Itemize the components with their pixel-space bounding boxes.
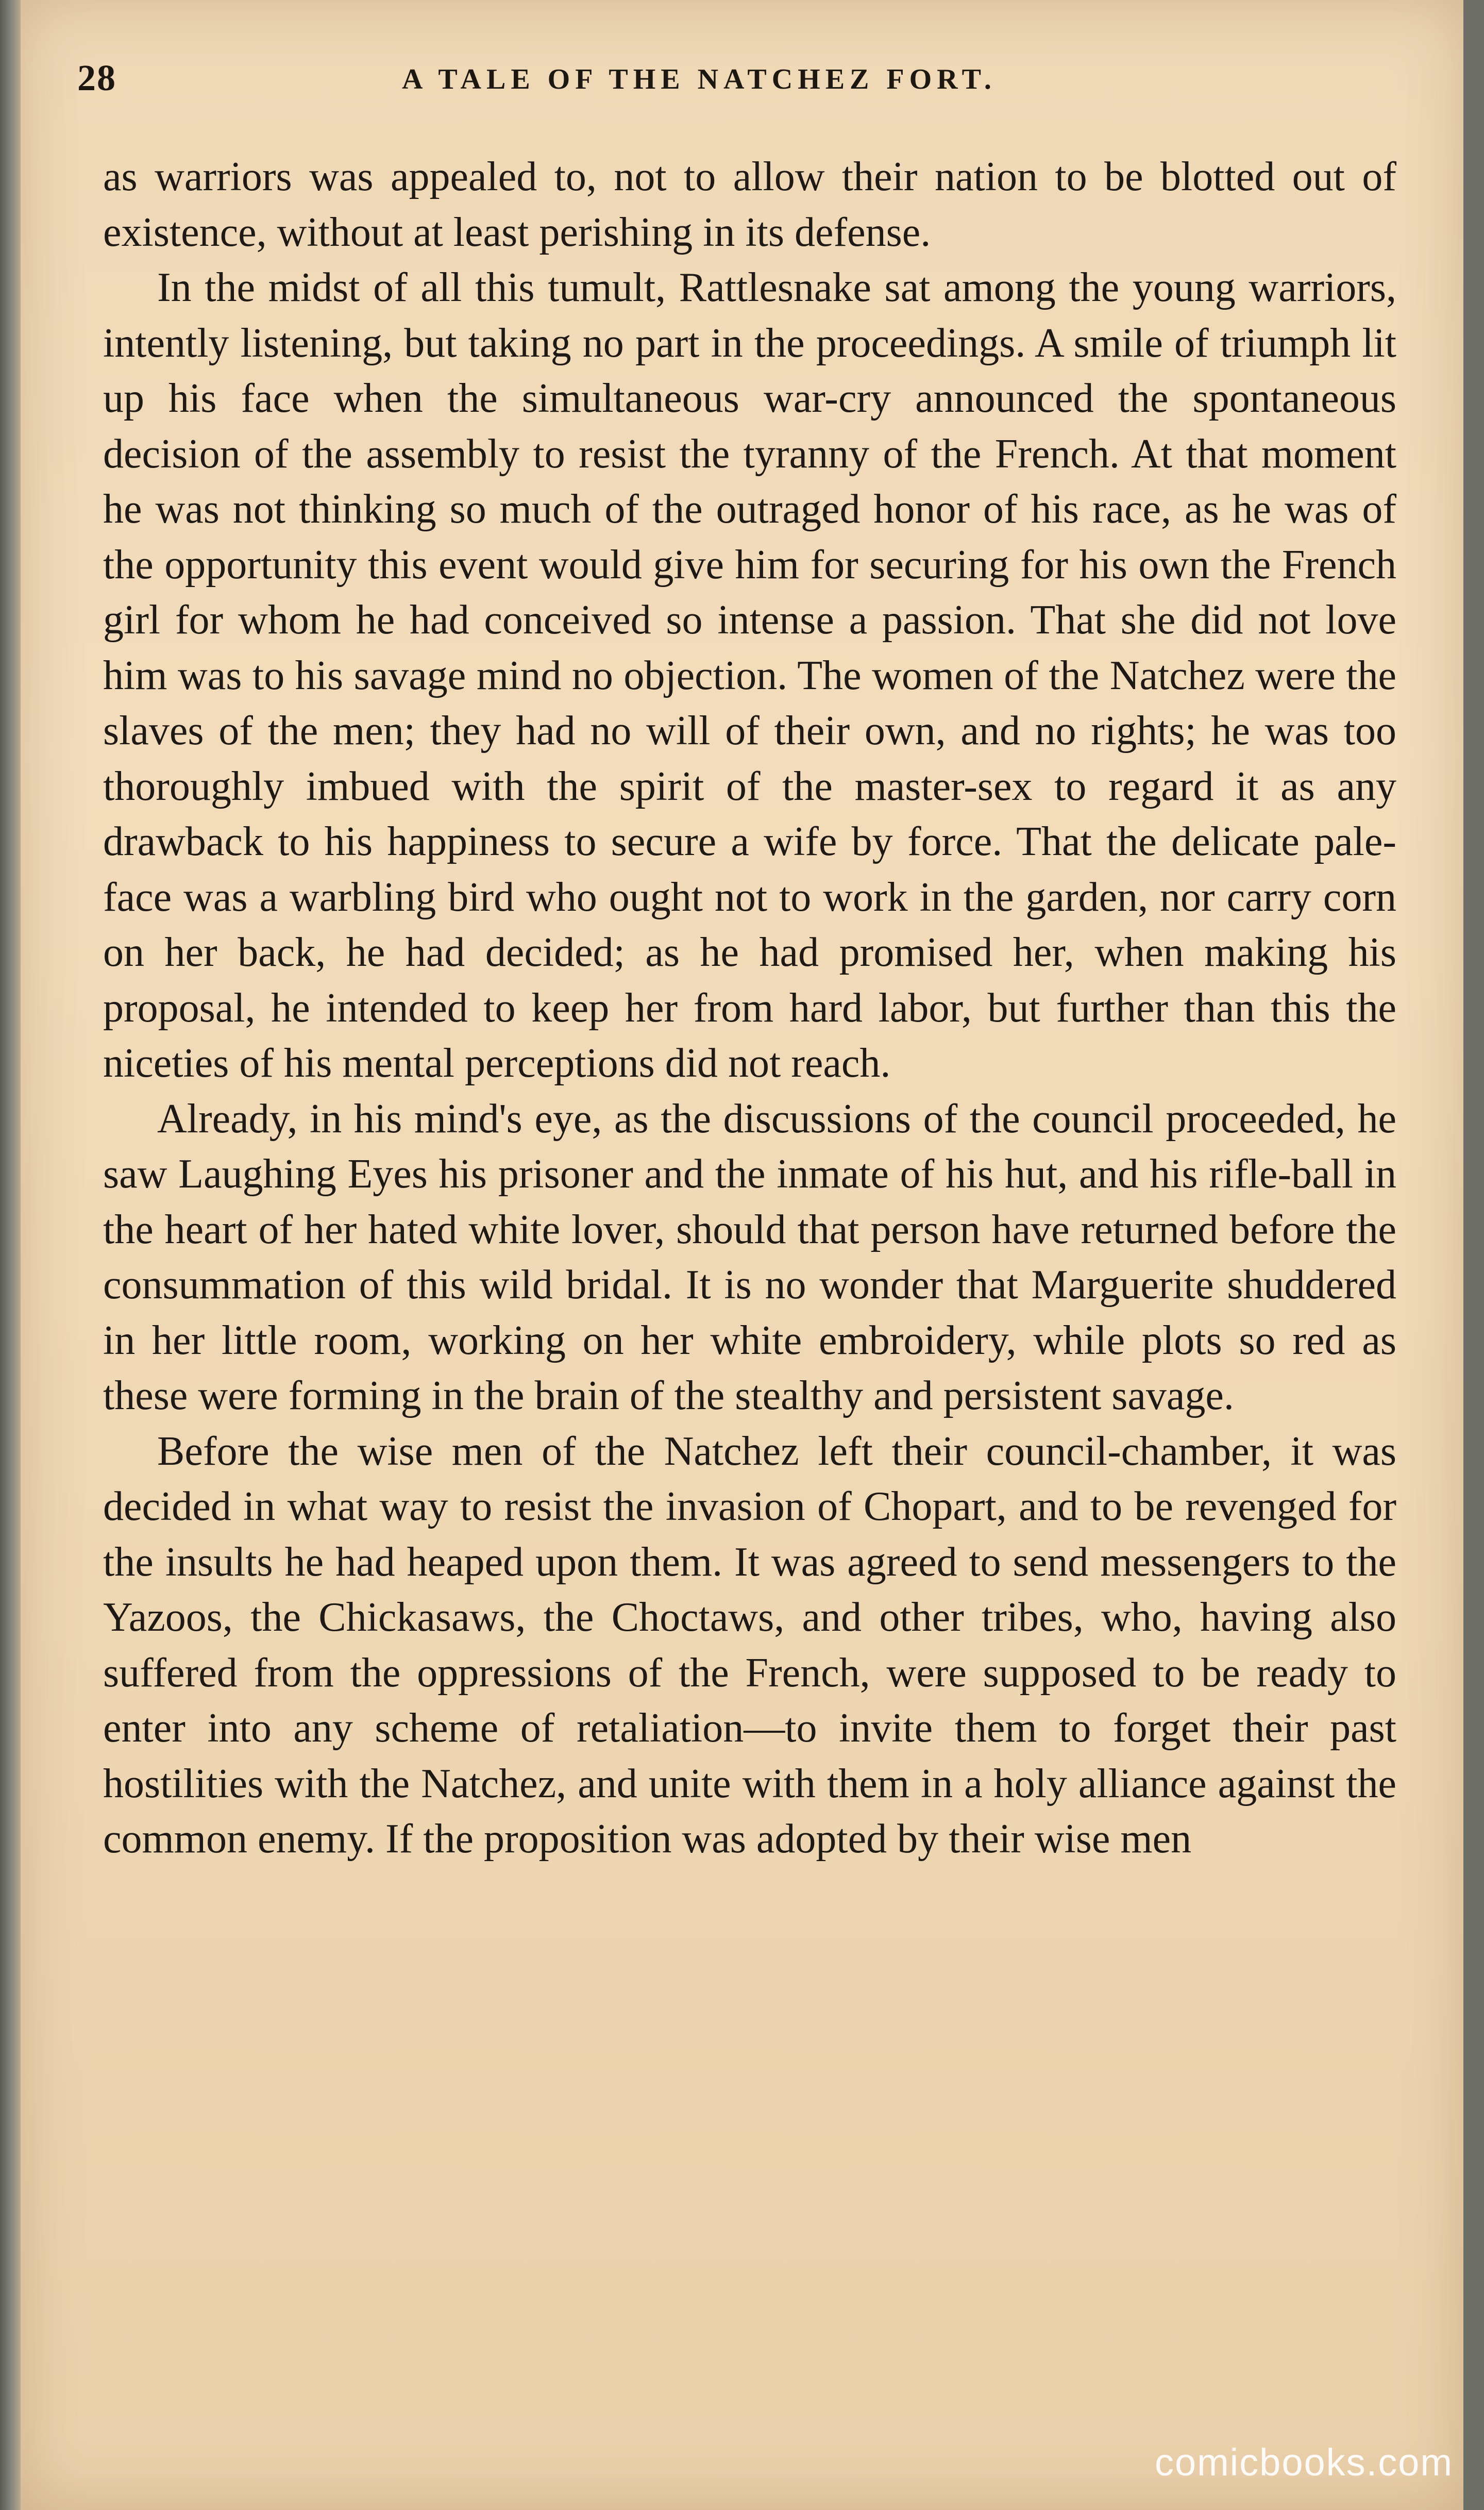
scan-left-edge — [0, 0, 21, 2510]
paragraph-1: as warriors was appealed to, not to allow their nation to be blotted out of existence, without at least perishing in its defense. — [103, 154, 1396, 255]
paragraph-2: In the midst of all this tumult, Rattlesnake sat among the young warriors, intently listening, but taking no part in the proceedings. A smile of triumph lit up his face when the simultaneous war-cry announced the spontaneous decision of the assembly to resist the tyranny of the French. At that moment he was not thinking so much of the outraged honor of his race, as he was of the opportunity this event would give him for securing for his own the French girl for whom he had conceived so intense a passion. That she did not love him was to his savage mind no objection. The women of the Natchez were the slaves of the men; they had no will of their own, and no rights; he was too thoroughly imbued with the spirit of the master-sex to regard it as any drawback to his happiness to secure a wife by force. That the delicate pale-face was a warbling bird who ought not to work in the garden, nor carry corn on her back, he had decided; as he had promised her, when making his proposal, he intended to keep her from hard labor, but further than this the niceties of his mental perceptions did not reach. — [103, 265, 1396, 1086]
paragraph-4: Before the wise men of the Natchez left their council-chamber, it was decided in what way to resist the invasion of Chopart, and to be revenged for the insults he had heaped upon them. It was agreed to send messengers to the Yazoos, the Chickasaws, the Choctaws, and other tribes, who, having also suffered from the oppressions of the French, were supposed to be ready to enter into any scheme of retaliation—to invite them to forget their past hostilities with the Natchez, and unite with them in a holy alliance against the common enemy. If the proposition was adopted by their wise men — [103, 1428, 1396, 1862]
running-title: A TALE OF THE NATCHEZ FORT. — [402, 63, 997, 95]
watermark: comicbooks.com — [1154, 2441, 1453, 2484]
paragraph-3: Already, in his mind's eye, as the discussions of the council proceeded, he saw Laughing Eyes his prisoner and the inmate of his hut, and his rifle-ball in the heart of her hated white lover, should that person have returned before the consummation of this wild bridal. It is no wonder that Marguerite shuddered in her little room, working on her white embroidery, while plots so red as these were forming in the brain of the stealthy and persistent savage. — [103, 1096, 1396, 1418]
page-header — [77, 57, 1396, 119]
page-number: 28 — [77, 57, 116, 98]
page-body — [103, 149, 1396, 1867]
